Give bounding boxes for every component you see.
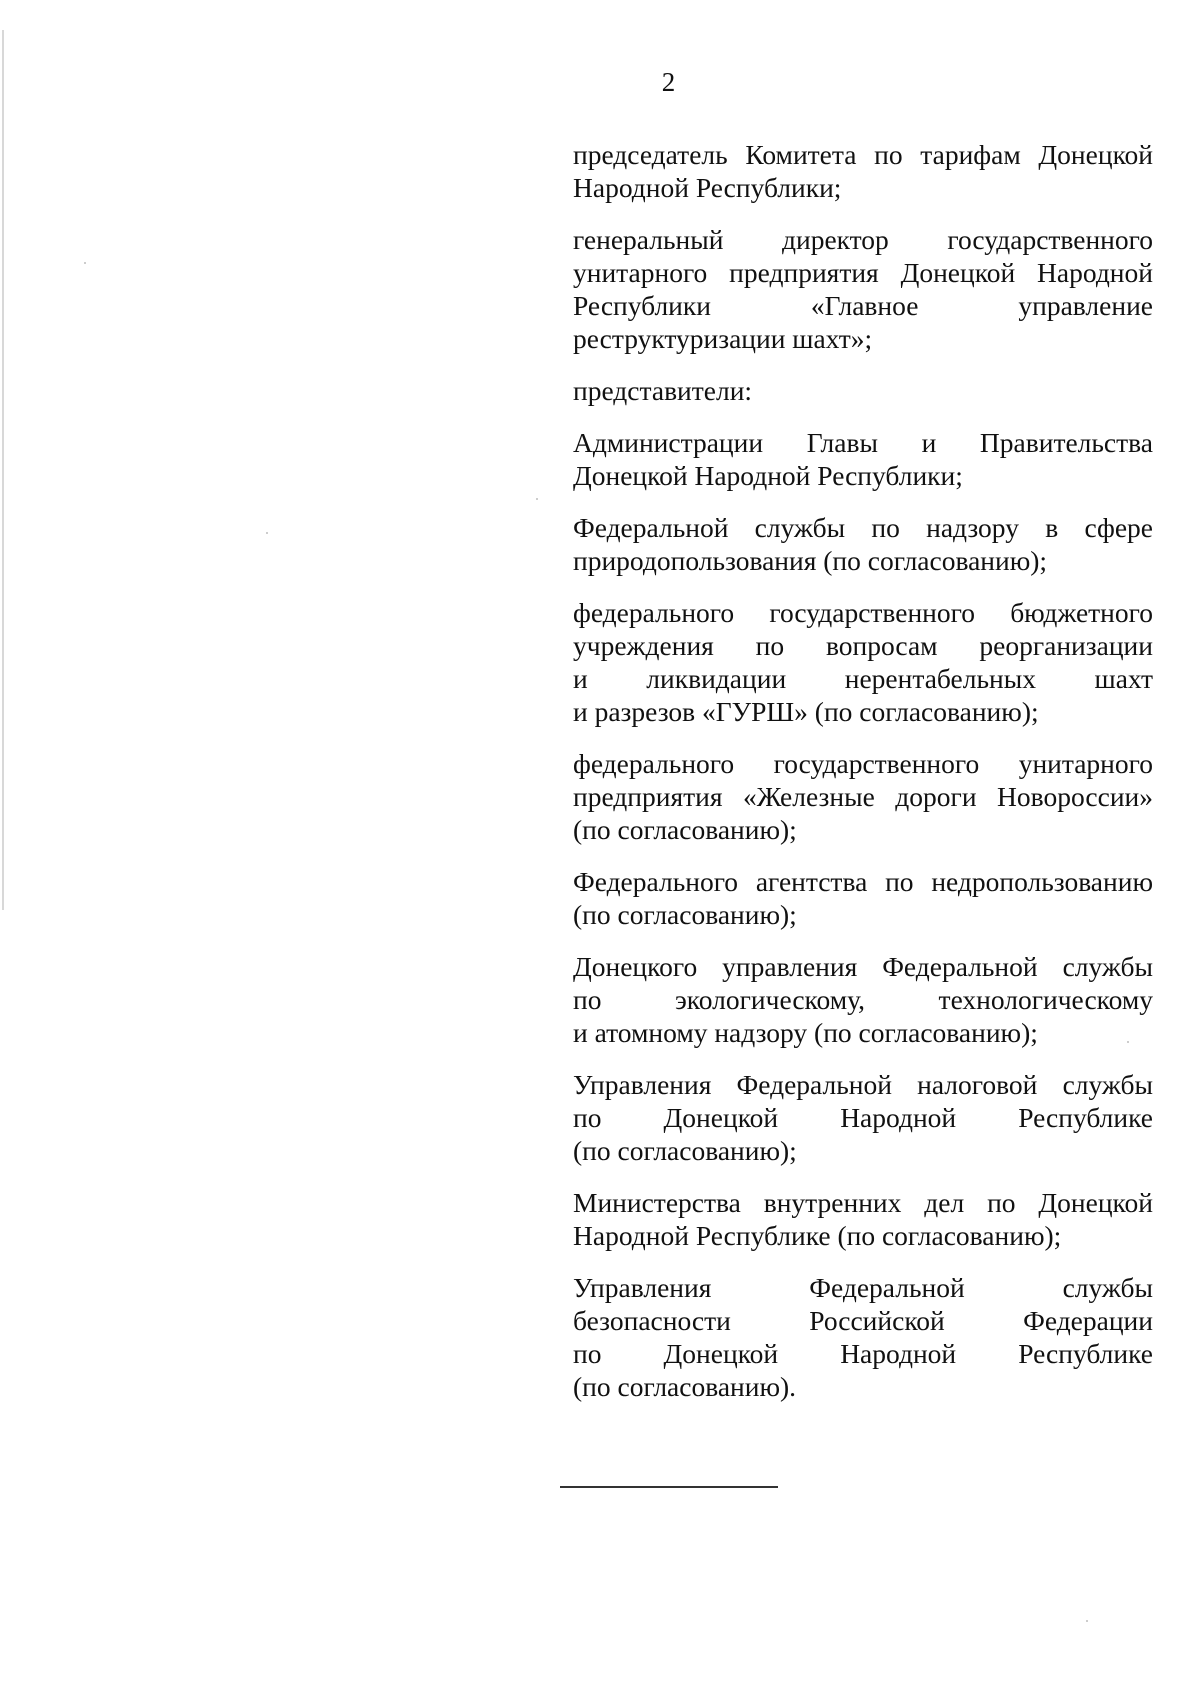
entry-line: Донецкого управления Федеральной службы: [573, 951, 1153, 982]
entry-line: по Донецкой Народной Республике: [573, 1102, 1153, 1133]
member-entry: [573, 1271, 1153, 1403]
end-of-list-rule: [560, 1486, 778, 1488]
entry-line: и атомному надзору (по согласованию);: [573, 1017, 1038, 1048]
entry-line: (по согласованию);: [573, 1135, 797, 1166]
entry-line: федерального государственного унитарного: [573, 748, 1153, 779]
member-entry: [573, 865, 1153, 931]
entry-line: по Донецкой Народной Республике: [573, 1338, 1153, 1369]
entry-line: председатель Комитета по тарифам Донецкой: [573, 139, 1153, 170]
entry-line: федерального государственного бюджетного: [573, 597, 1153, 628]
entry-line: природопользования (по согласованию);: [573, 545, 1048, 576]
entry-line: по экологическому, технологическому: [573, 984, 1153, 1015]
entry-line: предприятия «Железные дороги Новороссии»: [573, 781, 1153, 812]
commission-members-list: [573, 138, 1153, 1422]
entry-line: Управления Федеральной службы: [573, 1272, 1153, 1303]
member-entry: [573, 223, 1153, 355]
entry-line: безопасности Российской Федерации: [573, 1305, 1153, 1336]
scan-speck: [1086, 1620, 1088, 1622]
member-entry: [573, 1068, 1153, 1167]
entry-line: (по согласованию).: [573, 1371, 797, 1402]
scan-speck: [266, 532, 268, 534]
scan-speck: [1127, 1041, 1129, 1043]
entry-line: генеральный директор государственного: [573, 224, 1153, 255]
entry-line: (по согласованию);: [573, 899, 797, 930]
entry-line: и разрезов «ГУРШ» (по согласованию);: [573, 696, 1039, 727]
entry-line: унитарного предприятия Донецкой Народной: [573, 257, 1153, 288]
member-entry: [573, 426, 1153, 492]
member-entry: [573, 511, 1153, 577]
entry-line: (по согласованию);: [573, 814, 797, 845]
page-number: 2: [661, 67, 676, 97]
member-entry: [573, 138, 1153, 204]
member-entry: [573, 596, 1153, 728]
entry-line: Народной Республики;: [573, 172, 842, 203]
scan-speck: [536, 498, 538, 500]
entry-line: Управления Федеральной налоговой службы: [573, 1069, 1153, 1100]
entry-line: Министерства внутренних дел по Донецкой: [573, 1187, 1153, 1218]
entry-line: реструктуризации шахт»;: [573, 323, 873, 354]
entry-line: Администрации Главы и Правительства: [573, 427, 1153, 458]
entry-line: Республики «Главное управление: [573, 290, 1153, 321]
member-entry: [573, 950, 1153, 1049]
member-entry: [573, 1186, 1153, 1252]
member-entry: [573, 374, 1153, 407]
entry-line: Федерального агентства по недропользованию: [573, 866, 1153, 897]
entry-line: Федеральной службы по надзору в сфере: [573, 512, 1153, 543]
entry-line: Народной Республике (по согласованию);: [573, 1220, 1062, 1251]
scan-edge-shadow: [2, 30, 4, 910]
scan-speck: [84, 262, 86, 264]
entry-line: учреждения по вопросам реорганизации: [573, 630, 1153, 661]
entry-line: и ликвидации нерентабельных шахт: [573, 663, 1153, 694]
member-entry: [573, 747, 1153, 846]
entry-line: Донецкой Народной Республики;: [573, 460, 963, 491]
entry-line: представители:: [573, 375, 753, 406]
